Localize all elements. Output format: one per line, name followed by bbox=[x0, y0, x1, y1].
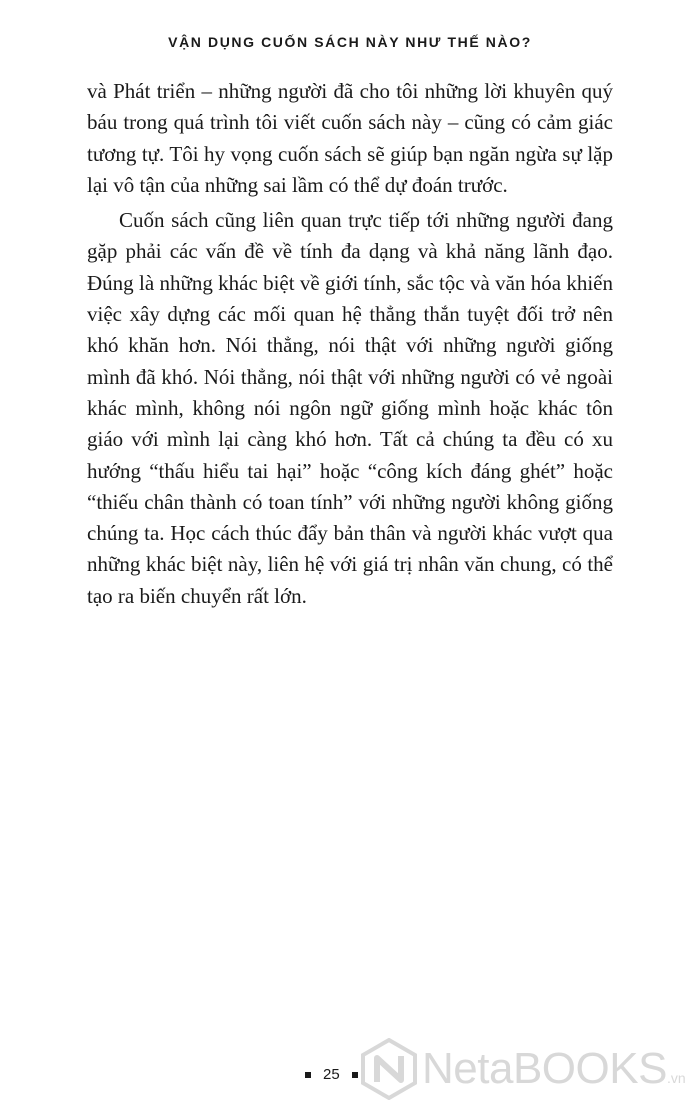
netabooks-watermark bbox=[360, 1038, 686, 1100]
watermark-brand: NetaBOOKS bbox=[422, 1044, 667, 1093]
running-header: VẬN DỤNG CUỐN SÁCH NÀY NHƯ THẾ NÀO? bbox=[168, 34, 532, 50]
page-folio bbox=[305, 1066, 358, 1083]
page-number: 25 bbox=[323, 1066, 340, 1083]
body-text bbox=[87, 76, 613, 612]
paragraph: Cuốn sách cũng liên quan trực tiếp tới những người đang gặp phải các vấn đề về tính đa dạng và khả năng lãnh đạo. Đúng là những khác biệt về giới tính, sắc tộc và văn hóa khiến việc xây dựng các mối quan hệ thẳng thắn tuyệt đối trở nên khó khăn hơn. Nói thẳng, nói thật với những người giống mình đã khó. Nói thẳng, nói thật với những người có vẻ ngoài khác mình, không nói ngôn ngữ giống mình hoặc khác tôn giáo với mình lại càng khó hơn. Tất cả chúng ta đều có xu hướng “thấu hiểu tai hại” hoặc “công kích đáng ghét” hoặc “thiếu chân thành có toan tính” với những người không giống chúng ta. Học cách thúc đẩy bản thân và người khác vượt qua những khác biệt này, liên hệ với giá trị nhân văn chung, có thể tạo ra biến chuyển rất lớn. bbox=[87, 208, 613, 608]
watermark-suffix: .vn bbox=[666, 1070, 686, 1086]
watermark-text bbox=[422, 1044, 686, 1094]
netabooks-logo-icon bbox=[360, 1038, 418, 1100]
paragraph: và Phát triển – những người đã cho tôi những lời khuyên quý báu trong quá trình tôi viết cuốn sách này – cũng có cảm giác tương tự. Tôi hy vọng cuốn sách sẽ giúp bạn ngăn ngừa sự lặp lại vô tận của những sai lầm có thể dự đoán trước. bbox=[87, 79, 613, 197]
folio-square-icon bbox=[305, 1072, 311, 1078]
folio-square-icon bbox=[352, 1072, 358, 1078]
